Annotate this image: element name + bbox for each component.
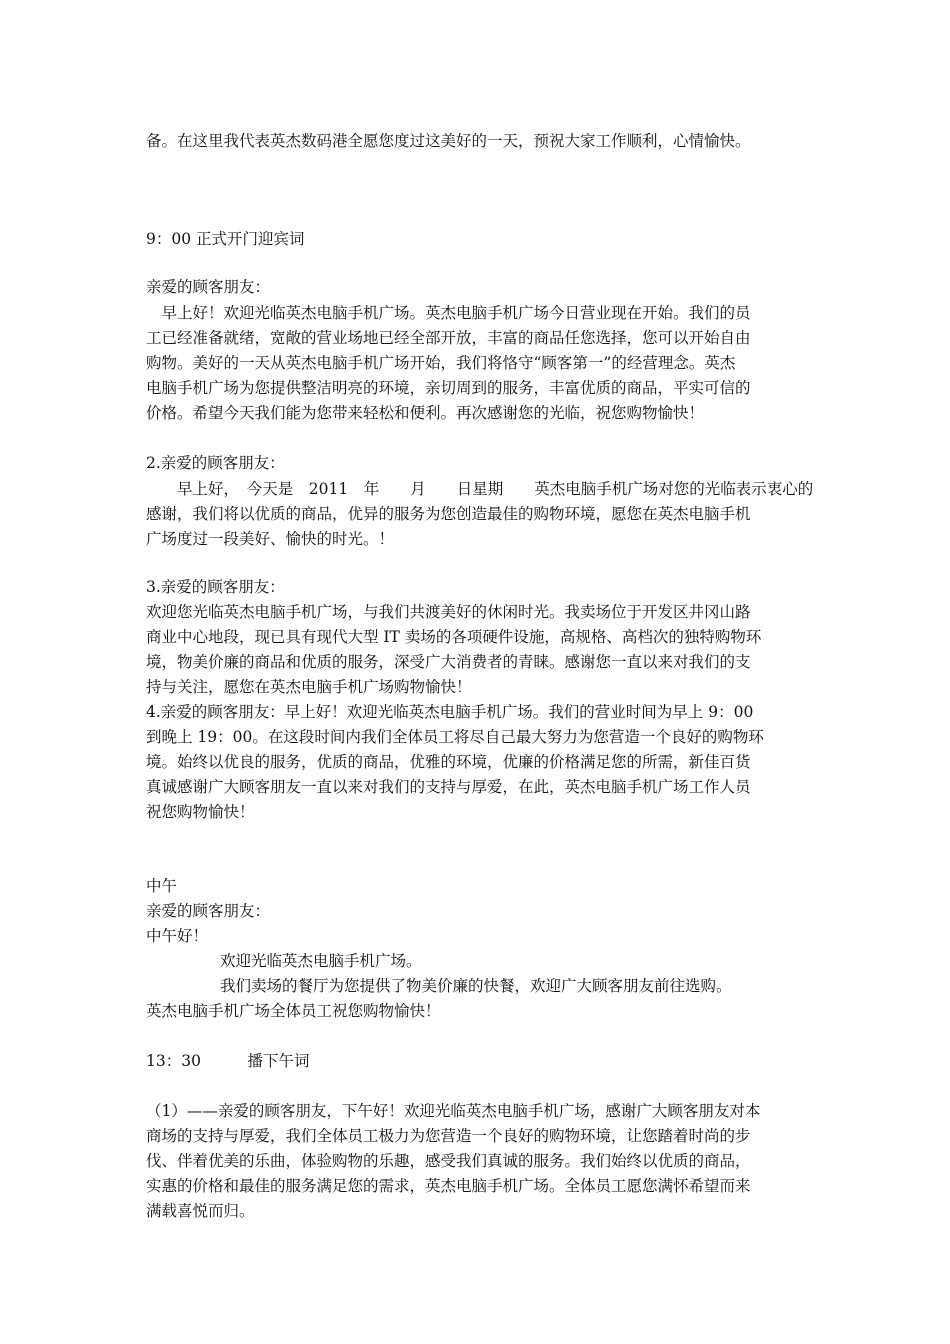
opening-line: 价格。希望今天我们能为您带来轻松和便利。再次感谢您的光临，祝您购物愉快！: [146, 404, 705, 422]
afternoon-line: 商场的支持与厚爱，我们全体员工极力为您营造一个良好的购物环境，让您踏着时尚的步: [146, 1127, 751, 1145]
afternoon-line: 实惠的价格和最佳的服务满足您的需求，英杰电脑手机广场。全体员工愿您满怀希望而来: [146, 1177, 751, 1195]
item2-line: 感谢，我们将以优质的商品，优异的服务为您创造最佳的购物环境，愿您在英杰电脑手机: [146, 505, 751, 523]
noon-salutation: 亲爱的顾客朋友：: [146, 902, 271, 920]
item3-line: 商业中心地段，现已具有现代大型 IT 卖场的各项硬件设施，高规格、高档次的独特购物环: [146, 628, 762, 646]
opening-line: 购物。美好的一天从英杰电脑手机广场开始，我们将恪守“顾客第一”的经营理念。英杰: [146, 354, 736, 372]
intro-line: 备。在这里我代表英杰数码港全愿您度过这美好的一天，预祝大家工作顺利，心情愉快。: [146, 132, 751, 150]
opening-heading: 9：00 正式开门迎宾词: [146, 230, 305, 248]
item2-salutation: 2.亲爱的顾客朋友：: [146, 454, 285, 472]
item2-line: 早上好， 今天是 2011 年 月 日星期 英杰电脑手机广场对您的光临表示衷心的: [146, 480, 814, 498]
noon-restaurant-line: 我们卖场的餐厅为您提供了物美价廉的快餐，欢迎广大顾客朋友前往选购。: [220, 977, 732, 995]
noon-welcome-line: 欢迎光临英杰电脑手机广场。: [220, 952, 422, 970]
afternoon-line: （1）——亲爱的顾客朋友，下午好！欢迎光临英杰电脑手机广场，感谢广大顾客朋友对本: [146, 1102, 761, 1120]
item4-line: 到晚上 19：00。在这段时间内我们全体员工将尽自己最大努力为您营造一个良好的购物环: [146, 728, 764, 746]
item3-line: 境，物美价廉的商品和优质的服务，深受广大消费者的青睐。感谢您一直以来对我们的支: [146, 653, 751, 671]
item3-line: 持与关注，愿您在英杰电脑手机广场购物愉快！: [146, 678, 472, 696]
opening-line: 电脑手机广场为您提供整洁明亮的环境，亲切周到的服务，丰富优质的商品，平实可信的: [146, 379, 751, 397]
noon-closing: 英杰电脑手机广场全体员工祝您购物愉快！: [146, 1002, 441, 1020]
item3-salutation: 3.亲爱的顾客朋友：: [146, 578, 285, 596]
noon-greeting: 中午好！: [146, 927, 209, 945]
opening-salutation: 亲爱的顾客朋友：: [146, 278, 271, 296]
afternoon-line: 伐、伴着优美的乐曲，体验购物的乐趣，感受我们真诚的服务。我们始终以优质的商品，: [146, 1152, 751, 1170]
item4-line: 真诚感谢广大顾客朋友一直以来对我们的支持与厚爱，在此，英杰电脑手机广场工作人员: [146, 778, 751, 796]
afternoon-heading: 13：30 播下午词: [146, 1052, 310, 1070]
opening-line: 工已经准备就绪，宽敞的营业场地已经全部开放，丰富的商品任您选择，您可以开始自由: [146, 329, 751, 347]
noon-heading: 中午: [146, 877, 178, 895]
afternoon-line: 满载喜悦而归。: [146, 1202, 255, 1220]
item4-line: 4.亲爱的顾客朋友：早上好！欢迎光临英杰电脑手机广场。我们的营业时间为早上 9：00: [146, 703, 754, 721]
item4-line: 祝您购物愉快！: [146, 803, 255, 821]
opening-line: 早上好！欢迎光临英杰电脑手机广场。英杰电脑手机广场今日营业现在开始。我们的员: [146, 304, 751, 322]
item2-line: 广场度过一段美好、愉快的时光。！: [146, 530, 395, 548]
item3-line: 欢迎您光临英杰电脑手机广场，与我们共渡美好的休闲时光。我卖场位于开发区井冈山路: [146, 603, 751, 621]
item4-line: 境。始终以优良的服务，优质的商品，优雅的环境，优廉的价格满足您的所需，新佳百货: [146, 753, 751, 771]
